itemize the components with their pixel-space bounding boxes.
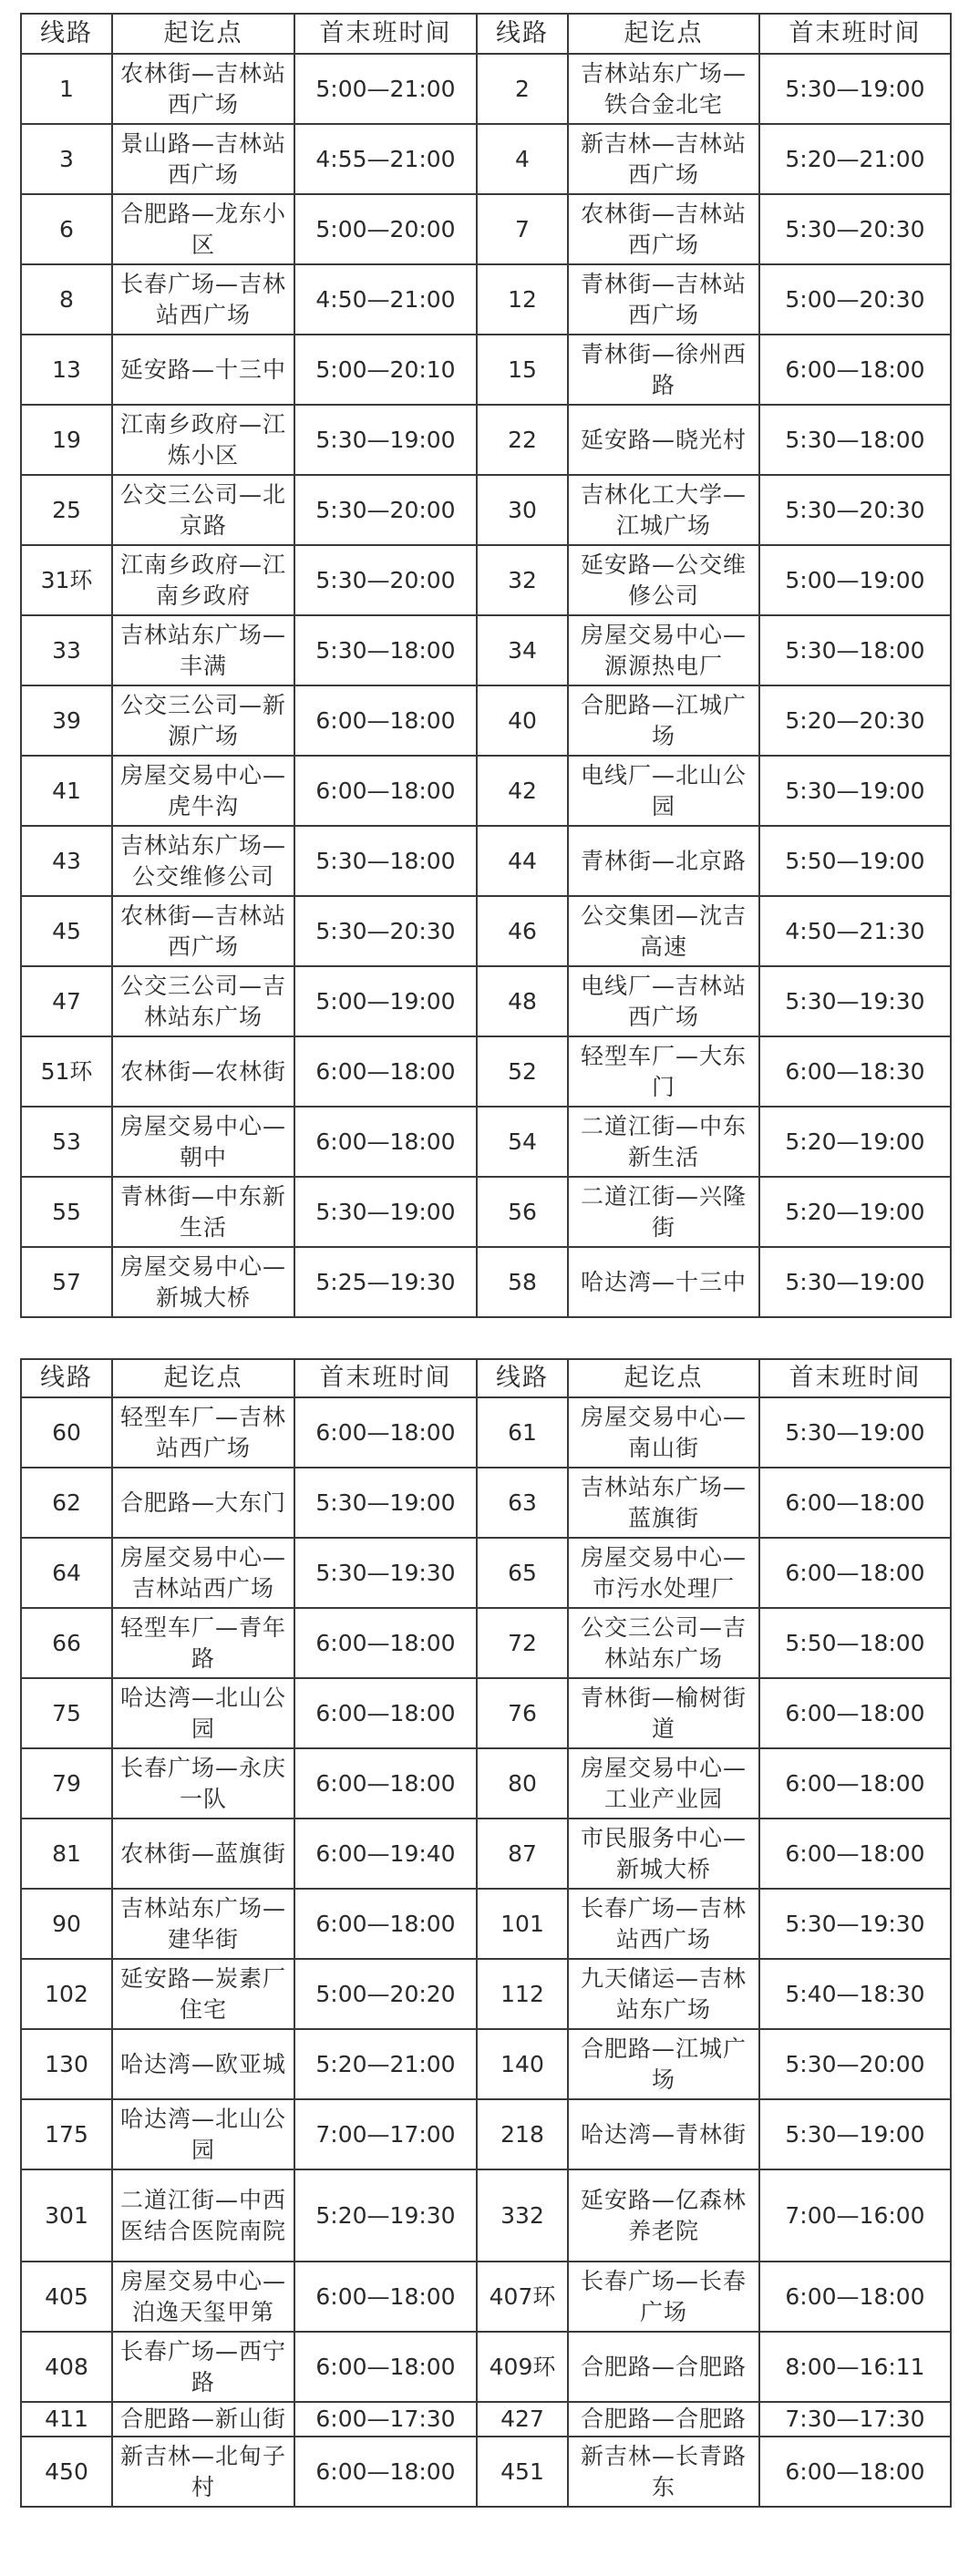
service-hours: 5:50—19:00 (759, 826, 951, 896)
route-stops: 合肥路—合肥路 (568, 2402, 759, 2437)
route-stops: 青林街—吉林站西广场 (568, 264, 759, 335)
table-row (21, 1889, 951, 1959)
route-number: 25 (21, 475, 112, 545)
route-number: 79 (21, 1748, 112, 1819)
route-stops: 延安路—公交维修公司 (568, 545, 759, 615)
table-row (21, 405, 951, 475)
route-number: 51环 (21, 1036, 112, 1107)
table-row (21, 2402, 951, 2437)
route-number: 4 (477, 124, 568, 194)
route-number: 65 (477, 1538, 568, 1608)
route-stops: 吉林站东广场—公交维修公司 (112, 826, 294, 896)
header-time: 首末班时间 (759, 1359, 951, 1397)
route-number: 52 (477, 1036, 568, 1107)
route-stops: 哈达湾—北山公园 (112, 1678, 294, 1748)
route-stops: 二道江街—兴隆街 (568, 1177, 759, 1247)
route-stops: 农林街—蓝旗街 (112, 1819, 294, 1889)
table-row (21, 1748, 951, 1819)
route-stops: 合肥路—大东门 (112, 1468, 294, 1538)
route-number: 22 (477, 405, 568, 475)
table-row (21, 1247, 951, 1317)
route-number: 8 (21, 264, 112, 335)
route-stops: 哈达湾—青林街 (568, 2099, 759, 2169)
table-row (21, 124, 951, 194)
service-hours: 5:30—19:00 (759, 2099, 951, 2169)
service-hours: 6:00—18:00 (294, 1608, 477, 1678)
header-stops: 起讫点 (568, 14, 759, 54)
route-stops: 公交三公司—新源广场 (112, 685, 294, 756)
route-stops: 农林街—吉林站西广场 (112, 54, 294, 124)
route-stops: 合肥路—江城广场 (568, 685, 759, 756)
route-number: 112 (477, 1959, 568, 2029)
route-stops: 房屋交易中心—源源热电厂 (568, 615, 759, 685)
table-row (21, 966, 951, 1036)
route-stops: 新吉林—吉林站西广场 (568, 124, 759, 194)
service-hours: 5:30—19:30 (294, 1538, 477, 1608)
service-hours: 5:50—18:00 (759, 1608, 951, 1678)
route-number: 80 (477, 1748, 568, 1819)
service-hours: 6:00—18:00 (294, 1036, 477, 1107)
route-number: 411 (21, 2402, 112, 2437)
header-route: 线路 (477, 1359, 568, 1397)
service-hours: 5:30—19:00 (759, 1247, 951, 1317)
route-number: 61 (477, 1397, 568, 1468)
route-number: 41 (21, 756, 112, 826)
route-stops: 延安路—亿森林养老院 (568, 2169, 759, 2262)
route-stops: 哈达湾—北山公园 (112, 2099, 294, 2169)
route-number: 450 (21, 2437, 112, 2507)
service-hours: 5:30—20:00 (759, 2029, 951, 2099)
route-stops: 公交三公司—北京路 (112, 475, 294, 545)
table-row (21, 1107, 951, 1177)
route-number: 15 (477, 335, 568, 405)
route-stops: 景山路—吉林站西广场 (112, 124, 294, 194)
service-hours: 6:00—18:00 (294, 2332, 477, 2402)
route-stops: 房屋交易中心—工业产业园 (568, 1748, 759, 1819)
route-stops: 合肥路—新山街 (112, 2402, 294, 2437)
route-stops: 轻型车厂—吉林站西广场 (112, 1397, 294, 1468)
route-number: 64 (21, 1538, 112, 1608)
route-number: 46 (477, 896, 568, 966)
route-number: 81 (21, 1819, 112, 1889)
route-number: 66 (21, 1608, 112, 1678)
table-row (21, 1468, 951, 1538)
route-stops: 电线厂—北山公园 (568, 756, 759, 826)
table-row (21, 475, 951, 545)
service-hours: 5:30—19:00 (294, 1468, 477, 1538)
service-hours: 5:30—20:30 (759, 194, 951, 264)
service-hours: 5:00—20:00 (294, 194, 477, 264)
route-number: 405 (21, 2262, 112, 2332)
route-stops: 二道江街—中东新生活 (568, 1107, 759, 1177)
header-route: 线路 (21, 14, 112, 54)
service-hours: 6:00—18:30 (759, 1036, 951, 1107)
service-hours: 5:20—21:00 (759, 124, 951, 194)
service-hours: 6:00—18:00 (294, 1678, 477, 1748)
table-row (21, 194, 951, 264)
route-number: 102 (21, 1959, 112, 2029)
service-hours: 5:30—18:00 (294, 615, 477, 685)
service-hours: 7:30—17:30 (759, 2402, 951, 2437)
service-hours: 5:30—19:00 (294, 405, 477, 475)
route-stops: 青林街—榆树街道 (568, 1678, 759, 1748)
table-row (21, 545, 951, 615)
route-stops: 农林街—农林街 (112, 1036, 294, 1107)
route-number: 31环 (21, 545, 112, 615)
route-stops: 新吉林—长青路东 (568, 2437, 759, 2507)
table-row (21, 1678, 951, 1748)
route-stops: 公交三公司—吉林站东广场 (112, 966, 294, 1036)
service-hours: 4:50—21:30 (759, 896, 951, 966)
route-stops: 长春广场—西宁路 (112, 2332, 294, 2402)
service-hours: 5:30—18:00 (759, 405, 951, 475)
route-number: 101 (477, 1889, 568, 1959)
service-hours: 5:20—21:00 (294, 2029, 477, 2099)
route-number: 427 (477, 2402, 568, 2437)
route-stops: 吉林化工大学—江城广场 (568, 475, 759, 545)
route-stops: 青林街—北京路 (568, 826, 759, 896)
service-hours: 5:00—19:00 (759, 545, 951, 615)
route-number: 175 (21, 2099, 112, 2169)
service-hours: 5:30—19:00 (759, 54, 951, 124)
header-time: 首末班时间 (294, 1359, 477, 1397)
bus-schedule-table-1 (20, 13, 952, 1318)
route-stops: 江南乡政府—江炼小区 (112, 405, 294, 475)
route-stops: 吉林站东广场—建华街 (112, 1889, 294, 1959)
service-hours: 5:30—19:30 (759, 1889, 951, 1959)
service-hours: 5:30—20:00 (294, 545, 477, 615)
service-hours: 6:00—18:00 (294, 756, 477, 826)
service-hours: 5:30—19:00 (759, 1397, 951, 1468)
service-hours: 6:00—18:00 (294, 1748, 477, 1819)
service-hours: 5:20—19:00 (759, 1177, 951, 1247)
table-row (21, 264, 951, 335)
route-number: 32 (477, 545, 568, 615)
service-hours: 5:00—19:00 (294, 966, 477, 1036)
header-stops: 起讫点 (568, 1359, 759, 1397)
service-hours: 5:20—19:30 (294, 2169, 477, 2262)
service-hours: 7:00—17:00 (294, 2099, 477, 2169)
route-number: 45 (21, 896, 112, 966)
route-number: 42 (477, 756, 568, 826)
table-row (21, 756, 951, 826)
service-hours: 4:50—21:00 (294, 264, 477, 335)
route-stops: 长春广场—吉林站西广场 (568, 1889, 759, 1959)
route-number: 7 (477, 194, 568, 264)
table-row (21, 2332, 951, 2402)
service-hours: 5:30—20:00 (294, 475, 477, 545)
route-number: 409环 (477, 2332, 568, 2402)
route-stops: 合肥路—龙东小区 (112, 194, 294, 264)
service-hours: 6:00—18:00 (759, 1538, 951, 1608)
service-hours: 5:40—18:30 (759, 1959, 951, 2029)
route-stops: 延安路—炭素厂住宅 (112, 1959, 294, 2029)
route-stops: 公交集团—沈吉高速 (568, 896, 759, 966)
route-number: 56 (477, 1177, 568, 1247)
route-stops: 轻型车厂—大东门 (568, 1036, 759, 1107)
service-hours: 5:00—20:10 (294, 335, 477, 405)
route-number: 12 (477, 264, 568, 335)
route-stops: 房屋交易中心—朝中 (112, 1107, 294, 1177)
route-number: 33 (21, 615, 112, 685)
route-number: 301 (21, 2169, 112, 2262)
route-stops: 电线厂—吉林站西广场 (568, 966, 759, 1036)
table-row (21, 896, 951, 966)
route-number: 1 (21, 54, 112, 124)
route-stops: 吉林站东广场—蓝旗街 (568, 1468, 759, 1538)
table-row (21, 1177, 951, 1247)
route-number: 47 (21, 966, 112, 1036)
route-stops: 延安路—晓光村 (568, 405, 759, 475)
service-hours: 8:00—16:11 (759, 2332, 951, 2402)
service-hours: 6:00—18:00 (759, 1748, 951, 1819)
table-row (21, 1538, 951, 1608)
route-stops: 市民服务中心—新城大桥 (568, 1819, 759, 1889)
route-number: 13 (21, 335, 112, 405)
route-stops: 吉林站东广场—丰满 (112, 615, 294, 685)
route-number: 2 (477, 54, 568, 124)
service-hours: 6:00—18:00 (294, 1107, 477, 1177)
route-number: 87 (477, 1819, 568, 1889)
service-hours: 6:00—18:00 (294, 1889, 477, 1959)
route-number: 408 (21, 2332, 112, 2402)
service-hours: 5:00—20:20 (294, 1959, 477, 2029)
service-hours: 4:55—21:00 (294, 124, 477, 194)
service-hours: 6:00—18:00 (294, 685, 477, 756)
service-hours: 6:00—18:00 (294, 2437, 477, 2507)
table-row (21, 2029, 951, 2099)
table-row (21, 2099, 951, 2169)
table-row (21, 685, 951, 756)
route-stops: 青林街—徐州西路 (568, 335, 759, 405)
route-number: 53 (21, 1107, 112, 1177)
route-number: 30 (477, 475, 568, 545)
route-stops: 房屋交易中心—虎牛沟 (112, 756, 294, 826)
header-time: 首末班时间 (294, 14, 477, 54)
service-hours: 6:00—18:00 (759, 1678, 951, 1748)
route-stops: 合肥路—江城广场 (568, 2029, 759, 2099)
route-stops: 农林街—吉林站西广场 (112, 896, 294, 966)
service-hours: 5:30—19:00 (759, 756, 951, 826)
header-stops: 起讫点 (112, 1359, 294, 1397)
route-stops: 房屋交易中心—南山街 (568, 1397, 759, 1468)
route-stops: 公交三公司—吉林站东广场 (568, 1608, 759, 1678)
table-row (21, 1608, 951, 1678)
table-row (21, 2437, 951, 2507)
service-hours: 6:00—18:00 (759, 335, 951, 405)
service-hours: 6:00—18:00 (759, 2262, 951, 2332)
route-number: 332 (477, 2169, 568, 2262)
service-hours: 5:00—20:30 (759, 264, 951, 335)
service-hours: 5:00—21:00 (294, 54, 477, 124)
service-hours: 6:00—18:00 (294, 1397, 477, 1468)
route-number: 54 (477, 1107, 568, 1177)
route-number: 40 (477, 685, 568, 756)
header-row (21, 1359, 951, 1397)
route-number: 39 (21, 685, 112, 756)
service-hours: 5:30—18:00 (294, 826, 477, 896)
route-number: 72 (477, 1608, 568, 1678)
route-number: 407环 (477, 2262, 568, 2332)
service-hours: 6:00—17:30 (294, 2402, 477, 2437)
route-stops: 哈达湾—十三中 (568, 1247, 759, 1317)
service-hours: 5:30—18:00 (759, 615, 951, 685)
route-number: 3 (21, 124, 112, 194)
route-number: 19 (21, 405, 112, 475)
header-row (21, 14, 951, 54)
table-row (21, 826, 951, 896)
route-stops: 哈达湾—欧亚城 (112, 2029, 294, 2099)
route-stops: 江南乡政府—江南乡政府 (112, 545, 294, 615)
route-number: 63 (477, 1468, 568, 1538)
route-number: 60 (21, 1397, 112, 1468)
route-number: 48 (477, 966, 568, 1036)
header-time: 首末班时间 (759, 14, 951, 54)
route-stops: 合肥路—合肥路 (568, 2332, 759, 2402)
service-hours: 5:30—20:30 (759, 475, 951, 545)
route-number: 43 (21, 826, 112, 896)
route-stops: 吉林站东广场—铁合金北宅 (568, 54, 759, 124)
table-row (21, 54, 951, 124)
table-row (21, 1397, 951, 1468)
route-stops: 房屋交易中心—新城大桥 (112, 1247, 294, 1317)
route-number: 90 (21, 1889, 112, 1959)
route-number: 55 (21, 1177, 112, 1247)
header-stops: 起讫点 (112, 14, 294, 54)
service-hours: 5:25—19:30 (294, 1247, 477, 1317)
table-row (21, 1959, 951, 2029)
route-stops: 九天储运—吉林站东广场 (568, 1959, 759, 2029)
route-number: 140 (477, 2029, 568, 2099)
route-stops: 房屋交易中心—吉林站西广场 (112, 1538, 294, 1608)
route-number: 62 (21, 1468, 112, 1538)
table-row (21, 2262, 951, 2332)
route-number: 76 (477, 1678, 568, 1748)
route-stops: 青林街—中东新生活 (112, 1177, 294, 1247)
route-stops: 新吉林—北甸子村 (112, 2437, 294, 2507)
table-row (21, 1819, 951, 1889)
route-number: 6 (21, 194, 112, 264)
route-stops: 轻型车厂—青年路 (112, 1608, 294, 1678)
route-stops: 农林街—吉林站西广场 (568, 194, 759, 264)
service-hours: 6:00—18:00 (759, 1468, 951, 1538)
table-row (21, 2169, 951, 2262)
route-stops: 长春广场—吉林站西广场 (112, 264, 294, 335)
route-stops: 房屋交易中心—市污水处理厂 (568, 1538, 759, 1608)
route-stops: 二道江街—中西医结合医院南院 (112, 2169, 294, 2262)
service-hours: 5:30—19:00 (294, 1177, 477, 1247)
route-number: 58 (477, 1247, 568, 1317)
route-number: 57 (21, 1247, 112, 1317)
route-number: 44 (477, 826, 568, 896)
service-hours: 6:00—19:40 (294, 1819, 477, 1889)
header-route: 线路 (477, 14, 568, 54)
service-hours: 5:20—20:30 (759, 685, 951, 756)
service-hours: 6:00—18:00 (294, 2262, 477, 2332)
route-stops: 长春广场—永庆一队 (112, 1748, 294, 1819)
route-stops: 长春广场—长春广场 (568, 2262, 759, 2332)
route-number: 218 (477, 2099, 568, 2169)
table-row (21, 335, 951, 405)
service-hours: 5:30—19:30 (759, 966, 951, 1036)
table-row (21, 1036, 951, 1107)
table-row (21, 615, 951, 685)
route-number: 75 (21, 1678, 112, 1748)
header-route: 线路 (21, 1359, 112, 1397)
service-hours: 6:00—18:00 (759, 1819, 951, 1889)
service-hours: 5:30—20:30 (294, 896, 477, 966)
route-number: 34 (477, 615, 568, 685)
route-stops: 房屋交易中心—泊逸天玺甲第 (112, 2262, 294, 2332)
bus-schedule-table-2 (20, 1358, 952, 2508)
service-hours: 5:20—19:00 (759, 1107, 951, 1177)
service-hours: 7:00—16:00 (759, 2169, 951, 2262)
service-hours: 6:00—18:00 (759, 2437, 951, 2507)
route-number: 451 (477, 2437, 568, 2507)
route-stops: 延安路—十三中 (112, 335, 294, 405)
route-number: 130 (21, 2029, 112, 2099)
